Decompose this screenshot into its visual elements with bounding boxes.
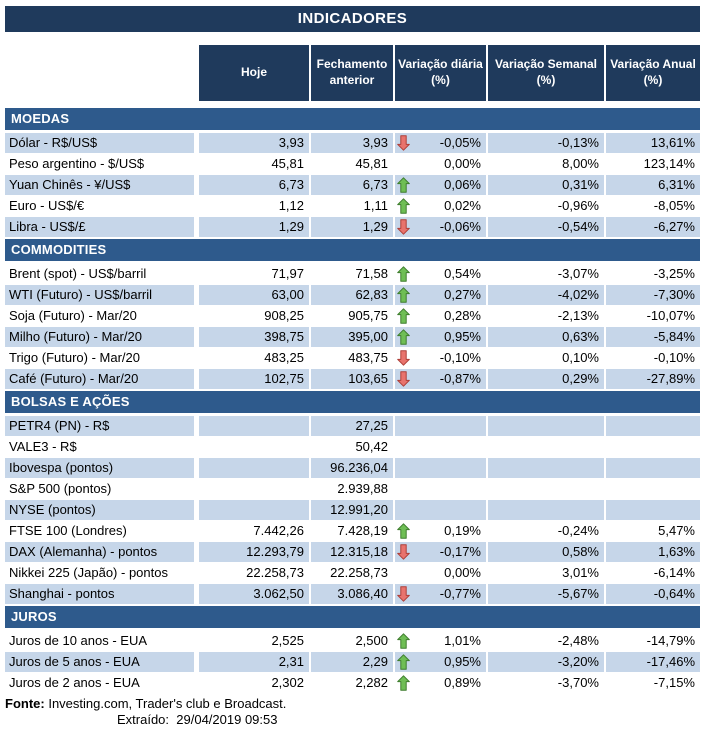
variacao-diaria-cell: [395, 133, 486, 153]
page-title: INDICADORES: [5, 6, 700, 32]
extracted-timestamp: 29/04/2019 09:53: [176, 712, 278, 727]
variacao-diaria-value: -0,87%: [439, 371, 481, 386]
variacao-anual-value: 1,63%: [606, 542, 700, 562]
hoje-value: 3,93: [199, 133, 309, 153]
hoje-value: 6,73: [199, 175, 309, 195]
hoje-value: 908,25: [264, 308, 304, 323]
section-bolsas-e-a-es: [5, 391, 700, 604]
row-label: Libra - US$/£: [5, 217, 194, 237]
table-header-row: [5, 45, 700, 101]
hoje-value: 3.062,50: [199, 584, 309, 604]
row-label: DAX (Alemanha) - pontos: [5, 542, 194, 562]
variacao-diaria-cell: [395, 652, 486, 672]
variacao-diaria-cell: [395, 631, 486, 651]
row-label: Shanghai - pontos: [5, 584, 194, 604]
green-up-arrow-icon: [397, 287, 410, 303]
source-text: Investing.com, Trader's club e Broadcast.: [48, 696, 287, 711]
table-row: [5, 369, 700, 389]
variacao-diaria-value: -0,77%: [439, 586, 481, 601]
trend-arrow-slot: [395, 217, 414, 237]
trend-arrow-slot: [395, 175, 414, 195]
variacao-anual-value: 123,14%: [643, 156, 695, 171]
row-label: Nikkei 225 (Japão) - pontos: [9, 565, 168, 580]
hoje-value: [199, 437, 309, 457]
variacao-anual-value: -27,89%: [606, 369, 700, 389]
fechamento-anterior-value: 50,42: [355, 439, 388, 454]
section-bar-bolsas-e-a-es: BOLSAS E AÇÕES: [5, 391, 700, 413]
variacao-semanal-value: [488, 500, 604, 520]
row-label: Trigo (Futuro) - Mar/20: [9, 350, 140, 365]
variacao-anual-value: [606, 479, 700, 499]
trend-arrow-slot: [395, 154, 414, 174]
red-down-arrow-icon: [397, 371, 410, 387]
fechamento-anterior-value: 103,65: [311, 369, 393, 389]
green-up-arrow-icon: [397, 198, 410, 214]
row-label: FTSE 100 (Londres): [9, 523, 127, 538]
variacao-diaria-cell: [395, 521, 486, 541]
table-row: [5, 217, 700, 237]
variacao-diaria-value: -0,10%: [439, 350, 481, 365]
footer: [5, 696, 700, 728]
column-header-variacao-semanal: Variação Semanal (%): [488, 45, 604, 101]
variacao-semanal-value: [488, 479, 604, 499]
hoje-value: 63,00: [199, 285, 309, 305]
variacao-diaria-cell: [395, 175, 486, 195]
variacao-anual-value: -6,27%: [606, 217, 700, 237]
indicators-report: [5, 6, 700, 728]
fechamento-anterior-value: 12.991,20: [311, 500, 393, 520]
green-up-arrow-icon: [397, 308, 410, 324]
hoje-value: 1,12: [278, 198, 304, 213]
trend-arrow-slot: [395, 416, 414, 436]
row-label: PETR4 (PN) - R$: [5, 416, 194, 436]
fechamento-anterior-value: 45,81: [355, 156, 388, 171]
section-moedas: [5, 108, 700, 237]
variacao-anual-value: 6,31%: [606, 175, 700, 195]
fechamento-anterior-value: 2,282: [355, 675, 388, 690]
trend-arrow-slot: [395, 458, 414, 478]
row-label: Soja (Futuro) - Mar/20: [9, 308, 137, 323]
table-row: [5, 631, 700, 651]
variacao-semanal-value: 0,58%: [488, 542, 604, 562]
row-label: Dólar - R$/US$: [5, 133, 194, 153]
variacao-diaria-cell: [395, 327, 486, 347]
variacao-diaria-cell: [395, 264, 486, 284]
variacao-anual-value: [606, 500, 700, 520]
row-label: Milho (Futuro) - Mar/20: [5, 327, 194, 347]
red-down-arrow-icon: [397, 350, 410, 366]
green-up-arrow-icon: [397, 523, 410, 539]
variacao-semanal-value: 0,29%: [488, 369, 604, 389]
table-row: [5, 479, 700, 499]
variacao-anual-value: -14,79%: [646, 633, 695, 648]
row-label: Juros de 10 anos - EUA: [9, 633, 148, 648]
variacao-semanal-value: 0,63%: [488, 327, 604, 347]
variacao-diaria-cell: [395, 673, 486, 693]
trend-arrow-slot: [395, 327, 414, 347]
table-row: [5, 327, 700, 347]
hoje-value: [199, 416, 309, 436]
variacao-semanal-value: -3,20%: [488, 652, 604, 672]
table-row: [5, 175, 700, 195]
row-label: Peso argentino - $/US$: [9, 156, 145, 171]
row-label: Yuan Chinês - ¥/US$: [5, 175, 194, 195]
hoje-value: [199, 458, 309, 478]
table-row: [5, 563, 700, 583]
table-row: [5, 133, 700, 153]
variacao-diaria-value: 0,02%: [444, 198, 481, 213]
variacao-semanal-value: 8,00%: [562, 156, 599, 171]
column-header-variacao-anual: Variação Anual (%): [606, 45, 700, 101]
trend-arrow-slot: [395, 285, 414, 305]
variacao-semanal-value: -2,13%: [557, 308, 599, 323]
variacao-diaria-value: -0,17%: [439, 544, 481, 559]
section-bar-moedas: MOEDAS: [5, 108, 700, 130]
trend-arrow-slot: [395, 673, 414, 693]
table-row: [5, 154, 700, 174]
variacao-diaria-cell: [395, 306, 486, 326]
variacao-anual-value: 13,61%: [606, 133, 700, 153]
fechamento-anterior-value: 1,11: [363, 198, 388, 213]
row-label: NYSE (pontos): [5, 500, 194, 520]
fechamento-anterior-value: 3,93: [311, 133, 393, 153]
green-up-arrow-icon: [397, 633, 410, 649]
section-bar-commodities: COMMODITIES: [5, 239, 700, 261]
variacao-diaria-value: 1,01%: [444, 633, 481, 648]
fechamento-anterior-value: 2,500: [355, 633, 388, 648]
variacao-semanal-value: -3,70%: [557, 675, 599, 690]
table-row: [5, 416, 700, 436]
variacao-anual-value: -6,14%: [653, 565, 695, 580]
variacao-anual-value: -3,25%: [653, 266, 695, 281]
green-up-arrow-icon: [397, 675, 410, 691]
variacao-semanal-value: [488, 416, 604, 436]
fechamento-anterior-value: 395,00: [311, 327, 393, 347]
trend-arrow-slot: [395, 631, 414, 651]
variacao-diaria-value: 0,19%: [444, 523, 481, 538]
red-down-arrow-icon: [397, 544, 410, 560]
row-label: WTI (Futuro) - US$/barril: [5, 285, 194, 305]
trend-arrow-slot: [395, 521, 414, 541]
table-row: [5, 521, 700, 541]
variacao-diaria-value: 0,95%: [444, 329, 481, 344]
fechamento-anterior-value: 22.258,73: [330, 565, 388, 580]
hoje-value: 2,525: [271, 633, 304, 648]
hoje-value: 7.442,26: [253, 523, 304, 538]
hoje-value: [199, 479, 309, 499]
green-up-arrow-icon: [397, 654, 410, 670]
hoje-value: 1,29: [199, 217, 309, 237]
green-up-arrow-icon: [397, 329, 410, 345]
fechamento-anterior-value: 1,29: [311, 217, 393, 237]
variacao-semanal-value: [488, 437, 604, 457]
variacao-diaria-value: -0,05%: [439, 135, 481, 150]
table-row: [5, 306, 700, 326]
header-label-spacer: [5, 45, 194, 101]
variacao-diaria-cell: [395, 416, 486, 436]
table-row: [5, 196, 700, 216]
fechamento-anterior-value: 483,75: [348, 350, 388, 365]
trend-arrow-slot: [395, 500, 414, 520]
table-row: [5, 348, 700, 368]
fechamento-anterior-value: 71,58: [355, 266, 388, 281]
column-header-variacao-diaria: Variação diária (%): [395, 45, 486, 101]
variacao-semanal-value: [488, 458, 604, 478]
fechamento-anterior-value: 12.315,18: [311, 542, 393, 562]
table-row: [5, 542, 700, 562]
fechamento-anterior-value: 6,73: [311, 175, 393, 195]
hoje-value: 45,81: [271, 156, 304, 171]
trend-arrow-slot: [395, 437, 414, 457]
hoje-value: 483,25: [264, 350, 304, 365]
variacao-anual-value: -0,64%: [606, 584, 700, 604]
variacao-anual-value: [606, 416, 700, 436]
variacao-diaria-cell: [395, 196, 486, 216]
hoje-value: 102,75: [199, 369, 309, 389]
variacao-semanal-value: -0,24%: [557, 523, 599, 538]
source-label: Fonte:: [5, 696, 45, 711]
hoje-value: [199, 500, 309, 520]
extracted-line: [5, 712, 700, 728]
trend-arrow-slot: [395, 542, 414, 562]
red-down-arrow-icon: [397, 219, 410, 235]
variacao-semanal-value: -0,13%: [488, 133, 604, 153]
variacao-anual-value: -0,10%: [653, 350, 695, 365]
column-header-fechamento-anterior: Fechamento anterior: [311, 45, 393, 101]
trend-arrow-slot: [395, 369, 414, 389]
variacao-anual-value: [606, 458, 700, 478]
variacao-semanal-value: -5,67%: [488, 584, 604, 604]
hoje-value: 71,97: [271, 266, 304, 281]
variacao-anual-value: -7,15%: [653, 675, 695, 690]
hoje-value: 2,31: [199, 652, 309, 672]
hoje-value: 12.293,79: [199, 542, 309, 562]
fechamento-anterior-value: 3.086,40: [311, 584, 393, 604]
variacao-semanal-value: 0,10%: [562, 350, 599, 365]
trend-arrow-slot: [395, 196, 414, 216]
column-header-hoje: Hoje: [199, 45, 309, 101]
trend-arrow-slot: [395, 479, 414, 499]
green-up-arrow-icon: [397, 266, 410, 282]
variacao-diaria-cell: [395, 154, 486, 174]
hoje-value: 22.258,73: [246, 565, 304, 580]
row-label: Café (Futuro) - Mar/20: [5, 369, 194, 389]
trend-arrow-slot: [395, 348, 414, 368]
row-label: Brent (spot) - US$/barril: [9, 266, 147, 281]
table-row: [5, 285, 700, 305]
variacao-diaria-cell: [395, 479, 486, 499]
fechamento-anterior-value: 2,29: [311, 652, 393, 672]
trend-arrow-slot: [395, 563, 414, 583]
variacao-semanal-value: -2,48%: [557, 633, 599, 648]
section-bar-juros: JUROS: [5, 606, 700, 628]
table-row: [5, 458, 700, 478]
hoje-value: 398,75: [199, 327, 309, 347]
variacao-anual-value: -17,46%: [606, 652, 700, 672]
hoje-value: 2,302: [271, 675, 304, 690]
red-down-arrow-icon: [397, 586, 410, 602]
variacao-diaria-value: 0,95%: [444, 654, 481, 669]
variacao-diaria-cell: [395, 437, 486, 457]
variacao-diaria-cell: [395, 542, 486, 562]
variacao-anual-value: -7,30%: [606, 285, 700, 305]
section-commodities: [5, 239, 700, 389]
fechamento-anterior-value: 7.428,19: [337, 523, 388, 538]
variacao-diaria-value: 0,28%: [444, 308, 481, 323]
variacao-diaria-value: 0,54%: [444, 266, 481, 281]
trend-arrow-slot: [395, 133, 414, 153]
row-label: Juros de 2 anos - EUA: [9, 675, 140, 690]
table-row: [5, 264, 700, 284]
variacao-semanal-value: -0,54%: [488, 217, 604, 237]
table-row: [5, 673, 700, 693]
fechamento-anterior-value: 27,25: [311, 416, 393, 436]
table-row: [5, 584, 700, 604]
variacao-semanal-value: 3,01%: [562, 565, 599, 580]
sections: [5, 108, 700, 693]
table-row: [5, 500, 700, 520]
variacao-anual-value: -8,05%: [653, 198, 695, 213]
table-row: [5, 652, 700, 672]
variacao-diaria-cell: [395, 369, 486, 389]
trend-arrow-slot: [395, 652, 414, 672]
green-up-arrow-icon: [397, 177, 410, 193]
trend-arrow-slot: [395, 584, 414, 604]
variacao-anual-value: -10,07%: [646, 308, 695, 323]
variacao-diaria-value: 0,00%: [444, 565, 481, 580]
variacao-anual-value: -5,84%: [606, 327, 700, 347]
row-label: Euro - US$/€: [9, 198, 85, 213]
variacao-diaria-cell: [395, 584, 486, 604]
fechamento-anterior-value: 62,83: [311, 285, 393, 305]
fechamento-anterior-value: 905,75: [348, 308, 388, 323]
variacao-semanal-value: 0,31%: [488, 175, 604, 195]
variacao-diaria-cell: [395, 563, 486, 583]
source-line: [5, 696, 700, 712]
variacao-semanal-value: -4,02%: [488, 285, 604, 305]
variacao-anual-value: [606, 437, 700, 457]
variacao-diaria-cell: [395, 285, 486, 305]
row-label: S&P 500 (pontos): [9, 481, 112, 496]
variacao-semanal-value: -3,07%: [557, 266, 599, 281]
variacao-diaria-value: 0,06%: [444, 177, 481, 192]
variacao-diaria-cell: [395, 348, 486, 368]
table-row: [5, 437, 700, 457]
variacao-diaria-value: -0,06%: [439, 219, 481, 234]
variacao-diaria-value: 0,27%: [444, 287, 481, 302]
row-label: VALE3 - R$: [9, 439, 77, 454]
red-down-arrow-icon: [397, 135, 410, 151]
trend-arrow-slot: [395, 306, 414, 326]
variacao-diaria-cell: [395, 217, 486, 237]
variacao-diaria-value: 0,00%: [444, 156, 481, 171]
row-label: Ibovespa (pontos): [5, 458, 194, 478]
variacao-anual-value: 5,47%: [658, 523, 695, 538]
variacao-diaria-cell: [395, 500, 486, 520]
variacao-diaria-cell: [395, 458, 486, 478]
variacao-diaria-value: 0,89%: [444, 675, 481, 690]
trend-arrow-slot: [395, 264, 414, 284]
fechamento-anterior-value: 2.939,88: [337, 481, 388, 496]
section-juros: [5, 606, 700, 693]
fechamento-anterior-value: 96.236,04: [311, 458, 393, 478]
row-label: Juros de 5 anos - EUA: [5, 652, 194, 672]
extracted-label: Extraído:: [117, 712, 170, 727]
variacao-semanal-value: -0,96%: [557, 198, 599, 213]
